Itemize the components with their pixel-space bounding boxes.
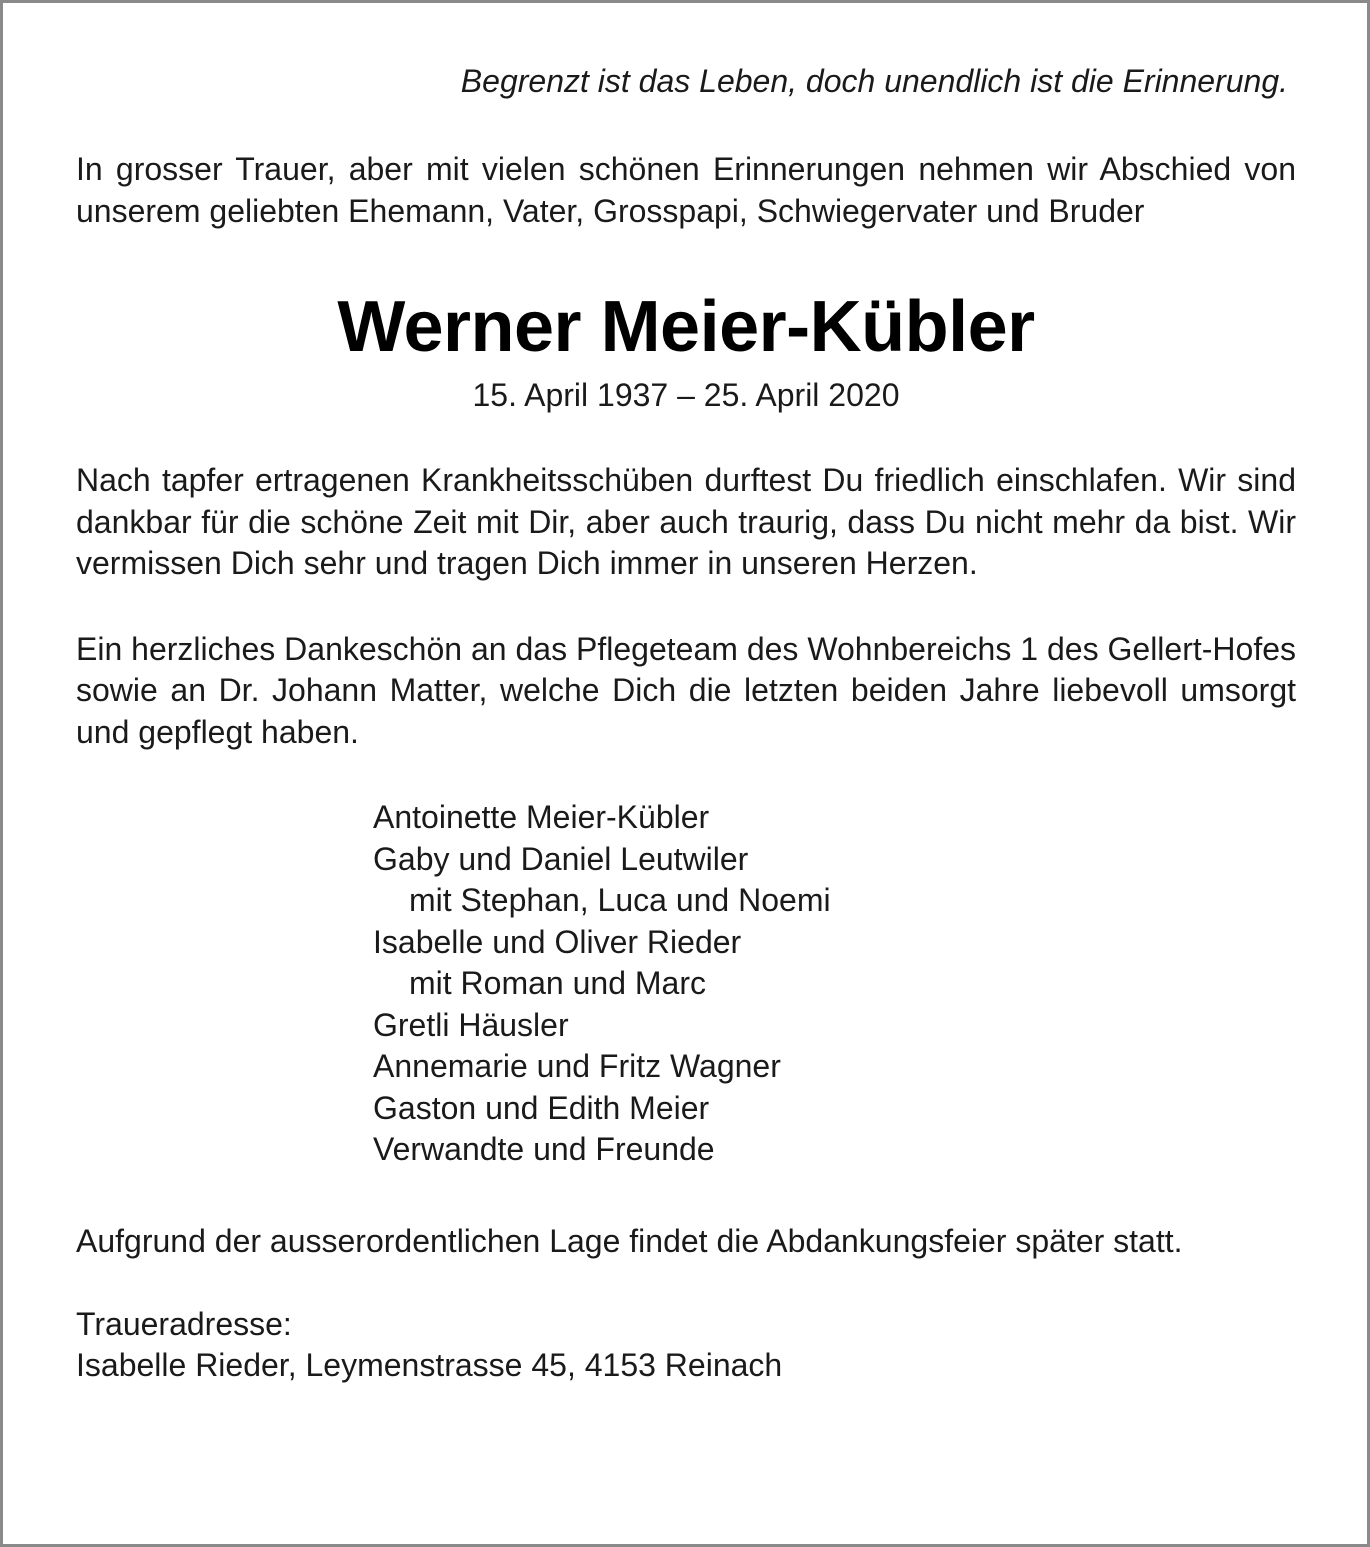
mourner-entry: Isabelle und Oliver Rieder	[373, 923, 742, 960]
deceased-name: Werner Meier-Kübler	[337, 287, 1035, 367]
address-label: Traueradresse:	[76, 1306, 292, 1342]
intro-paragraph: In grosser Trauer, aber mit vielen schönen Erinnerungen nehmen wir Abschied von unserem geliebten Ehemann, Vater, Grosspapi, Schwiegervater und Bruder	[76, 151, 1296, 229]
mourner-entry: Antoinette Meier-Kübler	[373, 799, 710, 835]
mourner-sub-entry: mit Stephan, Luca und Noemi	[409, 882, 831, 918]
mourner-entry: Gaston und Edith Meier	[373, 1089, 710, 1126]
mourner-entry: Annemarie und Fritz Wagner	[373, 1048, 781, 1084]
mourning-address	[76, 1304, 1296, 1386]
address-line: Isabelle Rieder, Leymenstrasse 45, 4153 Reinach	[76, 1347, 783, 1383]
mourner-sub-entry: mit Roman und Marc	[409, 965, 706, 1001]
ceremony-note: Aufgrund der ausserordentlichen Lage findet die Abdankungsfeier später statt.	[76, 1222, 1183, 1259]
life-dates: 15. April 1937 – 25. April 2020	[472, 377, 900, 413]
mourners-list	[76, 797, 1296, 1171]
notice-content	[76, 59, 1296, 1386]
farewell-paragraph: Nach tapfer ertragenen Krankheitsschüben durftest Du friedlich einschlafen. Wir sind dankbar für die schöne Zeit mit Dir, aber auch traurig, dass Du nicht mehr da bist. Wir vermissen Dich sehr und tragen Dich immer in unseren Herzen.	[76, 462, 1296, 581]
mourner-entry: Gaby und Daniel Leutwiler	[373, 840, 749, 877]
mourner-entry: Verwandte und Freunde	[373, 1131, 715, 1167]
thanks-paragraph: Ein herzliches Dankeschön an das Pflegeteam des Wohnbereichs 1 des Gellert-Hofes sowie an Dr. Johann Matter, welche Dich die letzten beiden Jahre liebevoll umsorgt und gepflegt haben.	[76, 630, 1296, 750]
mourner-entry: Gretli Häusler	[373, 1006, 569, 1043]
motto-quote: Begrenzt ist das Leben, doch unendlich ist die Erinnerung.	[460, 63, 1288, 99]
